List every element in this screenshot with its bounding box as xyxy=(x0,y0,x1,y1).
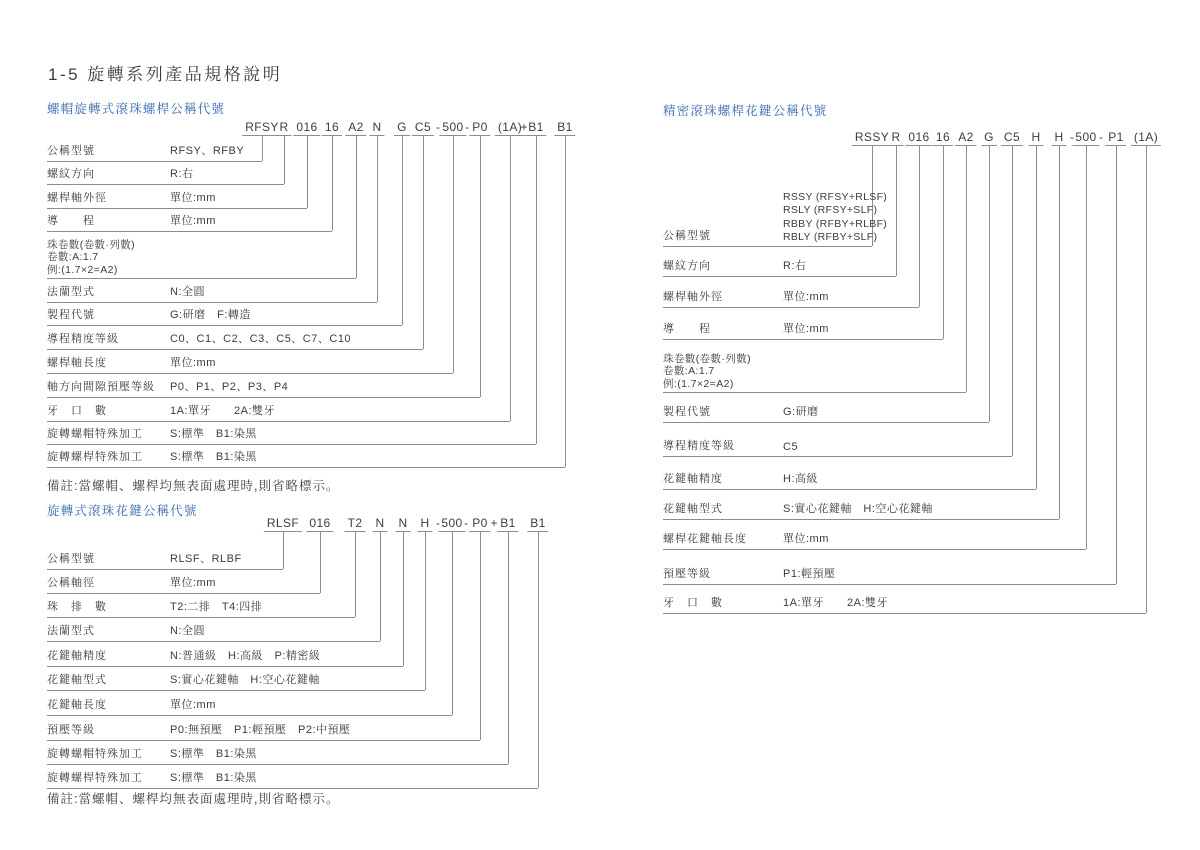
row-value: S:標準 B1:染黑 xyxy=(170,451,257,463)
code-separator: + xyxy=(520,120,528,134)
row-label: 花鍵軸型式 xyxy=(663,503,723,515)
connector-line xyxy=(1086,145,1087,549)
row-label: 花鍵軸精度 xyxy=(663,473,723,485)
spec-row xyxy=(663,320,943,340)
spec-row xyxy=(47,550,283,570)
section-title-nut-rotary-ballscrew: 螺帽旋轉式滾珠螺桿公稱代號 xyxy=(47,102,226,116)
row-label: 螺桿軸外徑 xyxy=(47,192,107,204)
row-label: 珠 排 數 xyxy=(47,601,107,613)
row-value: R:右 xyxy=(783,260,807,272)
row-label: 預壓等級 xyxy=(663,568,711,580)
connector-line xyxy=(480,531,481,740)
code-segment: N xyxy=(372,517,387,532)
row-value: P0:無預壓 P1:輕預壓 P2:中預壓 xyxy=(170,724,351,736)
row-value: RBBY (RFBY+RLBF) xyxy=(783,217,888,230)
spec-row xyxy=(47,239,356,279)
connector-line xyxy=(896,145,897,276)
code-segment: B1 xyxy=(527,517,548,532)
spec-row xyxy=(47,721,480,741)
row-label: 珠卷數(卷數·列數) xyxy=(663,352,751,365)
row-value: RSSY (RFSY+RLSF) xyxy=(783,191,888,204)
code-separator: - xyxy=(1099,130,1103,144)
connector-line xyxy=(966,145,967,392)
row-label: 導程精度等級 xyxy=(47,333,119,345)
row-value: 單位:mm xyxy=(170,357,216,369)
code-segment: N xyxy=(369,121,384,136)
row-label: 導 程 xyxy=(47,215,95,227)
spec-row xyxy=(47,769,538,789)
row-value: 單位:mm xyxy=(170,215,216,227)
code-segment: H xyxy=(417,517,432,532)
row-value: N:全圓 xyxy=(170,286,205,298)
connector-line xyxy=(1012,145,1013,456)
row-value: 1A:單牙 2A:雙牙 xyxy=(783,597,889,609)
page-title: 1-5 旋轉系列產品規格說明 xyxy=(48,65,283,84)
row-label: 花鍵軸型式 xyxy=(47,674,107,686)
row-label: 旋轉螺桿特殊加工 xyxy=(47,772,143,784)
code-segment: 016 xyxy=(905,131,932,146)
row-value: N:普通級 H:高級 P:精密級 xyxy=(170,650,321,662)
spec-row xyxy=(47,574,320,594)
code-segment: A2 xyxy=(345,121,366,136)
spec-row xyxy=(663,189,888,247)
row-label: 卷數:A:1.7 xyxy=(47,251,99,264)
row-label: 軸方向間隙預壓等級 xyxy=(47,381,155,393)
code-segment: N xyxy=(395,517,410,532)
row-label: 螺桿軸外徑 xyxy=(663,291,723,303)
code-separator: - xyxy=(436,516,440,530)
connector-line xyxy=(283,531,284,569)
row-label: 預壓等級 xyxy=(47,724,95,736)
spec-row xyxy=(47,696,452,716)
note: 備註:當螺帽、螺桿均無表面處理時,則省略標示。 xyxy=(47,792,340,806)
spec-row xyxy=(663,437,1012,457)
connector-line xyxy=(355,531,356,617)
row-label: 卷數:A:1.7 xyxy=(663,365,715,378)
row-value: RBLY (RFBY+SLF) xyxy=(783,230,878,243)
row-value: C0、C1、C2、C3、C5、C7、C10 xyxy=(170,333,352,345)
spec-row xyxy=(663,530,1086,550)
spec-row xyxy=(663,288,919,308)
row-value: P0、P1、P2、P3、P4 xyxy=(170,381,289,393)
spec-row xyxy=(47,378,480,398)
connector-line xyxy=(1116,145,1117,584)
row-value: G:研磨 F:轉造 xyxy=(170,309,251,321)
code-segment: T2 xyxy=(345,517,366,532)
code-segment: B1 xyxy=(497,517,518,532)
row-value: RLSF、RLBF xyxy=(170,553,242,565)
code-segment: 016 xyxy=(293,121,320,136)
code-segment: RLSF xyxy=(264,517,302,532)
row-label-block xyxy=(663,353,751,390)
code-segment: A2 xyxy=(955,131,976,146)
row-label: 牙 口 數 xyxy=(47,405,107,417)
row-label: 例:(1.7×2=A2) xyxy=(47,263,118,276)
code-separator: - xyxy=(464,516,468,530)
row-value: S:實心花鍵軸 H:空心花鍵軸 xyxy=(170,674,320,686)
row-value: P1:輕預壓 xyxy=(783,568,836,580)
section-title-precision-ballscrew-spline: 精密滾珠螺桿花鍵公稱代號 xyxy=(663,104,828,118)
spec-row xyxy=(47,448,565,468)
connector-line xyxy=(536,135,537,444)
connector-line xyxy=(1036,145,1037,489)
connector-line xyxy=(508,531,509,764)
code-segment: H xyxy=(1028,131,1043,146)
row-label: 螺紋方向 xyxy=(663,260,711,272)
connector-line xyxy=(377,135,378,302)
spec-row xyxy=(47,283,377,303)
spec-row xyxy=(663,500,1059,520)
row-label: 公稱軸徑 xyxy=(47,577,95,589)
spec-row xyxy=(47,189,307,209)
code-segment: G xyxy=(981,131,997,146)
row-label: 螺紋方向 xyxy=(47,168,95,180)
code-segment: RSSY xyxy=(852,131,892,146)
spec-row xyxy=(47,425,536,445)
code-segment: (1A) xyxy=(1131,131,1161,146)
note: 備註:當螺帽、螺桿均無表面處理時,則省略標示。 xyxy=(47,479,340,493)
spec-row xyxy=(47,745,508,765)
row-value: R:右 xyxy=(170,168,194,180)
connector-line xyxy=(538,531,539,788)
connector-line xyxy=(1059,145,1060,519)
code-segment: H xyxy=(1051,131,1066,146)
code-segment: 16 xyxy=(933,131,953,146)
connector-line xyxy=(510,135,511,421)
code-segment: 016 xyxy=(306,517,333,532)
connector-line xyxy=(320,531,321,593)
code-separator: + xyxy=(490,516,498,530)
row-value: T2:二排 T4:四排 xyxy=(170,601,263,613)
connector-line xyxy=(943,145,944,339)
code-separator: - xyxy=(1070,130,1074,144)
code-segment: B1 xyxy=(525,121,546,136)
row-value: RSLY (RFSY+SLF) xyxy=(783,204,878,217)
code-segment: 500 xyxy=(439,121,466,136)
connector-line xyxy=(1146,145,1147,613)
spec-row xyxy=(47,212,332,232)
row-label: 螺桿花鍵軸長度 xyxy=(663,533,747,545)
row-value: N:全圓 xyxy=(170,625,205,637)
connector-line xyxy=(403,531,404,666)
row-label: 花鍵軸長度 xyxy=(47,699,107,711)
connector-line xyxy=(356,135,357,278)
row-value: S:實心花鍵軸 H:空心花鍵軸 xyxy=(783,503,933,515)
spec-row xyxy=(47,671,425,691)
code-segment: RFSY xyxy=(242,121,282,136)
row-value: 單位:mm xyxy=(783,323,829,335)
row-label: 公稱型號 xyxy=(663,230,711,242)
spec-row xyxy=(663,565,1116,585)
code-separator: - xyxy=(465,120,469,134)
row-value: G:研磨 xyxy=(783,406,819,418)
connector-line xyxy=(565,135,566,467)
row-value: 單位:mm xyxy=(783,291,829,303)
code-segment: P1 xyxy=(1105,131,1126,146)
row-value: 單位:mm xyxy=(170,699,216,711)
spec-row xyxy=(663,353,966,393)
code-segment: P0 xyxy=(469,517,490,532)
row-label: 公稱型號 xyxy=(47,145,95,157)
connector-line xyxy=(452,531,453,715)
spec-row xyxy=(663,594,1146,614)
spec-row xyxy=(47,647,403,667)
row-value: 單位:mm xyxy=(170,577,216,589)
row-value: 1A:單牙 2A:雙牙 xyxy=(170,405,276,417)
spec-row xyxy=(47,354,453,374)
row-label: 導 程 xyxy=(663,323,711,335)
row-label: 製程代號 xyxy=(47,309,95,321)
spec-row xyxy=(47,598,355,618)
connector-line xyxy=(453,135,454,373)
row-value: S:標準 B1:染黑 xyxy=(170,772,257,784)
row-value: H:高級 xyxy=(783,473,818,485)
row-label: 製程代號 xyxy=(663,406,711,418)
code-segment: C5 xyxy=(412,121,434,136)
connector-line xyxy=(423,135,424,349)
spec-row xyxy=(47,330,423,350)
spec-row xyxy=(663,257,896,277)
row-value: S:標準 B1:染黑 xyxy=(170,748,257,760)
code-segment: B1 xyxy=(554,121,575,136)
row-label: 例:(1.7×2=A2) xyxy=(663,377,734,390)
section-title-rotary-ballspline: 旋轉式滾珠花鍵公稱代號 xyxy=(47,504,198,518)
code-segment: 500 xyxy=(1072,131,1099,146)
row-label: 旋轉螺帽特殊加工 xyxy=(47,748,143,760)
row-label: 導程精度等級 xyxy=(663,440,735,452)
row-label: 珠卷數(卷數·列數) xyxy=(47,238,135,251)
spec-row xyxy=(663,403,989,423)
row-label: 法蘭型式 xyxy=(47,625,95,637)
row-label: 牙 口 數 xyxy=(663,597,723,609)
row-value: RFSY、RFBY xyxy=(170,145,245,157)
code-segment: G xyxy=(394,121,410,136)
code-segment: (1A) xyxy=(495,121,525,136)
row-value-block xyxy=(783,191,887,244)
connector-line xyxy=(402,135,403,325)
row-label-block xyxy=(47,239,135,276)
connector-line xyxy=(989,145,990,422)
code-separator: - xyxy=(436,120,440,134)
row-label: 公稱型號 xyxy=(47,553,95,565)
connector-line xyxy=(380,531,381,641)
connector-line xyxy=(480,135,481,397)
spec-row xyxy=(47,622,380,642)
row-label: 法蘭型式 xyxy=(47,286,95,298)
row-label: 旋轉螺桿特殊加工 xyxy=(47,451,143,463)
spec-row xyxy=(47,402,510,422)
row-label: 螺桿軸長度 xyxy=(47,357,107,369)
connector-line xyxy=(332,135,333,231)
code-segment: 16 xyxy=(322,121,342,136)
connector-line xyxy=(919,145,920,307)
code-segment: 500 xyxy=(438,517,465,532)
row-value: S:標準 B1:染黑 xyxy=(170,428,257,440)
code-segment: R xyxy=(276,121,291,136)
spec-row xyxy=(663,470,1036,490)
code-segment: P0 xyxy=(469,121,490,136)
connector-line xyxy=(425,531,426,690)
row-value: C5 xyxy=(783,441,799,453)
row-value: 單位:mm xyxy=(170,192,216,204)
row-label: 旋轉螺帽特殊加工 xyxy=(47,428,143,440)
code-segment: C5 xyxy=(1001,131,1023,146)
spec-row xyxy=(47,165,284,185)
code-segment: R xyxy=(888,131,903,146)
row-label: 花鍵軸精度 xyxy=(47,650,107,662)
row-value: 單位:mm xyxy=(783,533,829,545)
spec-row xyxy=(47,306,402,326)
model-code-line xyxy=(0,131,1200,147)
